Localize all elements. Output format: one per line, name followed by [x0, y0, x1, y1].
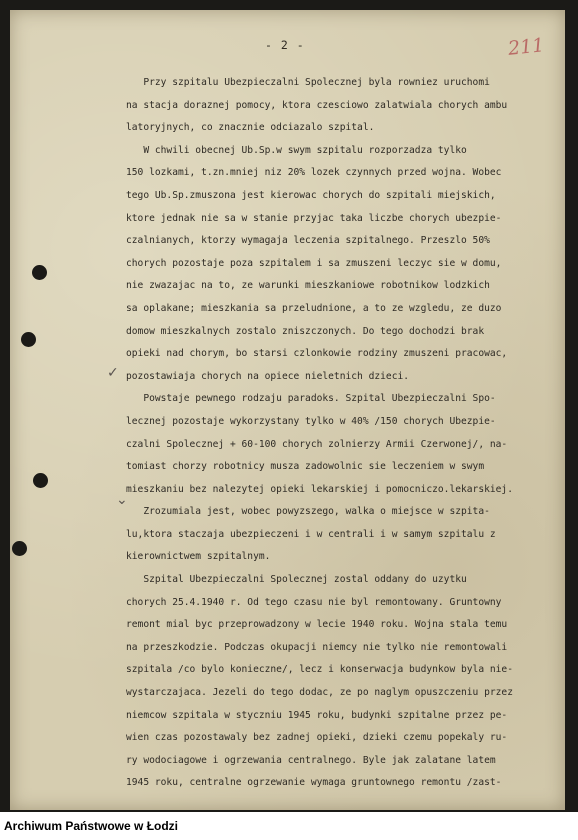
punch-hole	[32, 265, 47, 280]
punch-hole	[12, 541, 27, 556]
text-line: czalni Spolecznej + 60-100 chorych zolnierzy Armii Czerwonej/, na-	[126, 438, 508, 450]
text-line: ktore jednak nie sa w stanie przyjac taka liczbe chorych ubezpie-	[126, 212, 502, 224]
page-number: - 2 -	[265, 38, 305, 52]
text-line: W chwili obecnej Ub.Sp.w swym szpitalu rozporzadza tylko	[126, 144, 467, 156]
archive-page-number: 211	[506, 34, 546, 60]
text-line: Przy szpitalu Ubezpieczalni Spolecznej byla rowniez uruchomi	[126, 77, 490, 88]
text-line: szpitala /co bylo konieczne/, lecz i konserwacja budynkow byla nie-	[126, 664, 513, 676]
text-line: Szpital Ubezpieczalni Spolecznej zostal oddany do uzytku	[126, 574, 467, 586]
text-line: opieki nad chorym, bo starsi czlonkowie rodziny zmuszeni pracowac,	[126, 348, 508, 360]
text-line: lu,ktora staczaja ubezpieczeni i w centrali i w samym szpitalu z	[126, 528, 496, 540]
document-page	[10, 10, 565, 810]
check-mark-icon: ✓	[107, 365, 119, 381]
text-line: ry wodociagowe i ogrzewania centralnego. Byle jak zalatane latem	[126, 754, 496, 766]
punch-hole	[33, 473, 48, 488]
text-line: wien czas pozostawaly bez zadnej opieki, dzieki czemu popekaly ru-	[126, 732, 508, 744]
text-line: domow mieszkalnych zostalo zniszczonych. Do tego dochodzi brak	[126, 325, 485, 337]
text-line: chorych 25.4.1940 r. Od tego czasu nie byl remontowany. Gruntowny	[126, 596, 502, 608]
archive-footer	[0, 812, 578, 840]
text-line: tomiast chorzy robotnicy musza zadowolnic sie leczeniem w swym	[126, 461, 485, 473]
text-line: na stacja doraznej pomocy, ktora czesciowo zalatwiala chorych ambu	[126, 99, 508, 111]
text-line: lecznej pozostaje wykorzystany tylko w 40% /150 chorych Ubezpie-	[126, 415, 496, 427]
text-line: 1945 roku, centralne ogrzewanie wymaga gruntownego remontu /zast-	[126, 777, 502, 789]
text-line: pozostawiaja chorych na opiece nieletnich dzieci.	[126, 370, 410, 382]
text-line: latoryjnych, co znacznie odciazalo szpital.	[126, 122, 375, 134]
text-line: niemcow szpitala w styczniu 1945 roku, budynki szpitalne przez pe-	[126, 709, 508, 721]
text-line: remont mial byc przeprowadzony w lecie 1940 roku. Wojna stala temu	[126, 619, 508, 631]
punch-hole	[21, 332, 36, 347]
archive-label: Archiwum Państwowe w Łodzi	[4, 819, 179, 833]
text-line: mieszkaniu bez nalezytej opieki lekarskiej i pomocniczo.lekarskiej.	[126, 483, 513, 495]
text-line: kierownictwem szpitalnym.	[126, 551, 271, 563]
text-line: Powstaje pewnego rodzaju paradoks. Szpital Ubezpieczalni Spo-	[126, 393, 496, 405]
text-line: sa oplakane; mieszkania sa przeludnione, a to ze wzgledu, ze duzo	[126, 302, 502, 314]
text-line: czalnianych, ktorzy wymagaja leczenia szpitalnego. Przeszlo 50%	[126, 235, 490, 247]
text-line: nie zwazajac na to, ze warunki mieszkaniowe robotnikow lodzkich	[126, 280, 490, 292]
text-line: Zrozumiala jest, wobec powyzszego, walka o miejsce w szpita-	[126, 506, 490, 518]
text-line: chorych pozostaje poza szpitalem i sa zmuszeni leczyc sie w domu,	[126, 257, 502, 269]
check-mark-icon: ⌄	[116, 492, 128, 508]
text-line: 150 lozkami, t.zn.mniej niz 20% lozek czynnych przed wojna. Wobec	[126, 167, 502, 179]
text-line: wystarczajaca. Jezeli do tego dodac, ze po naglym opuszczeniu przez	[126, 687, 513, 699]
text-line: na przeszkodzie. Podczas okupacji niemcy nie tylko nie remontowali	[126, 641, 508, 653]
document-body	[126, 72, 575, 812]
text-line: tego Ub.Sp.zmuszona jest kierowac chorych do szpitali miejskich,	[126, 189, 496, 201]
